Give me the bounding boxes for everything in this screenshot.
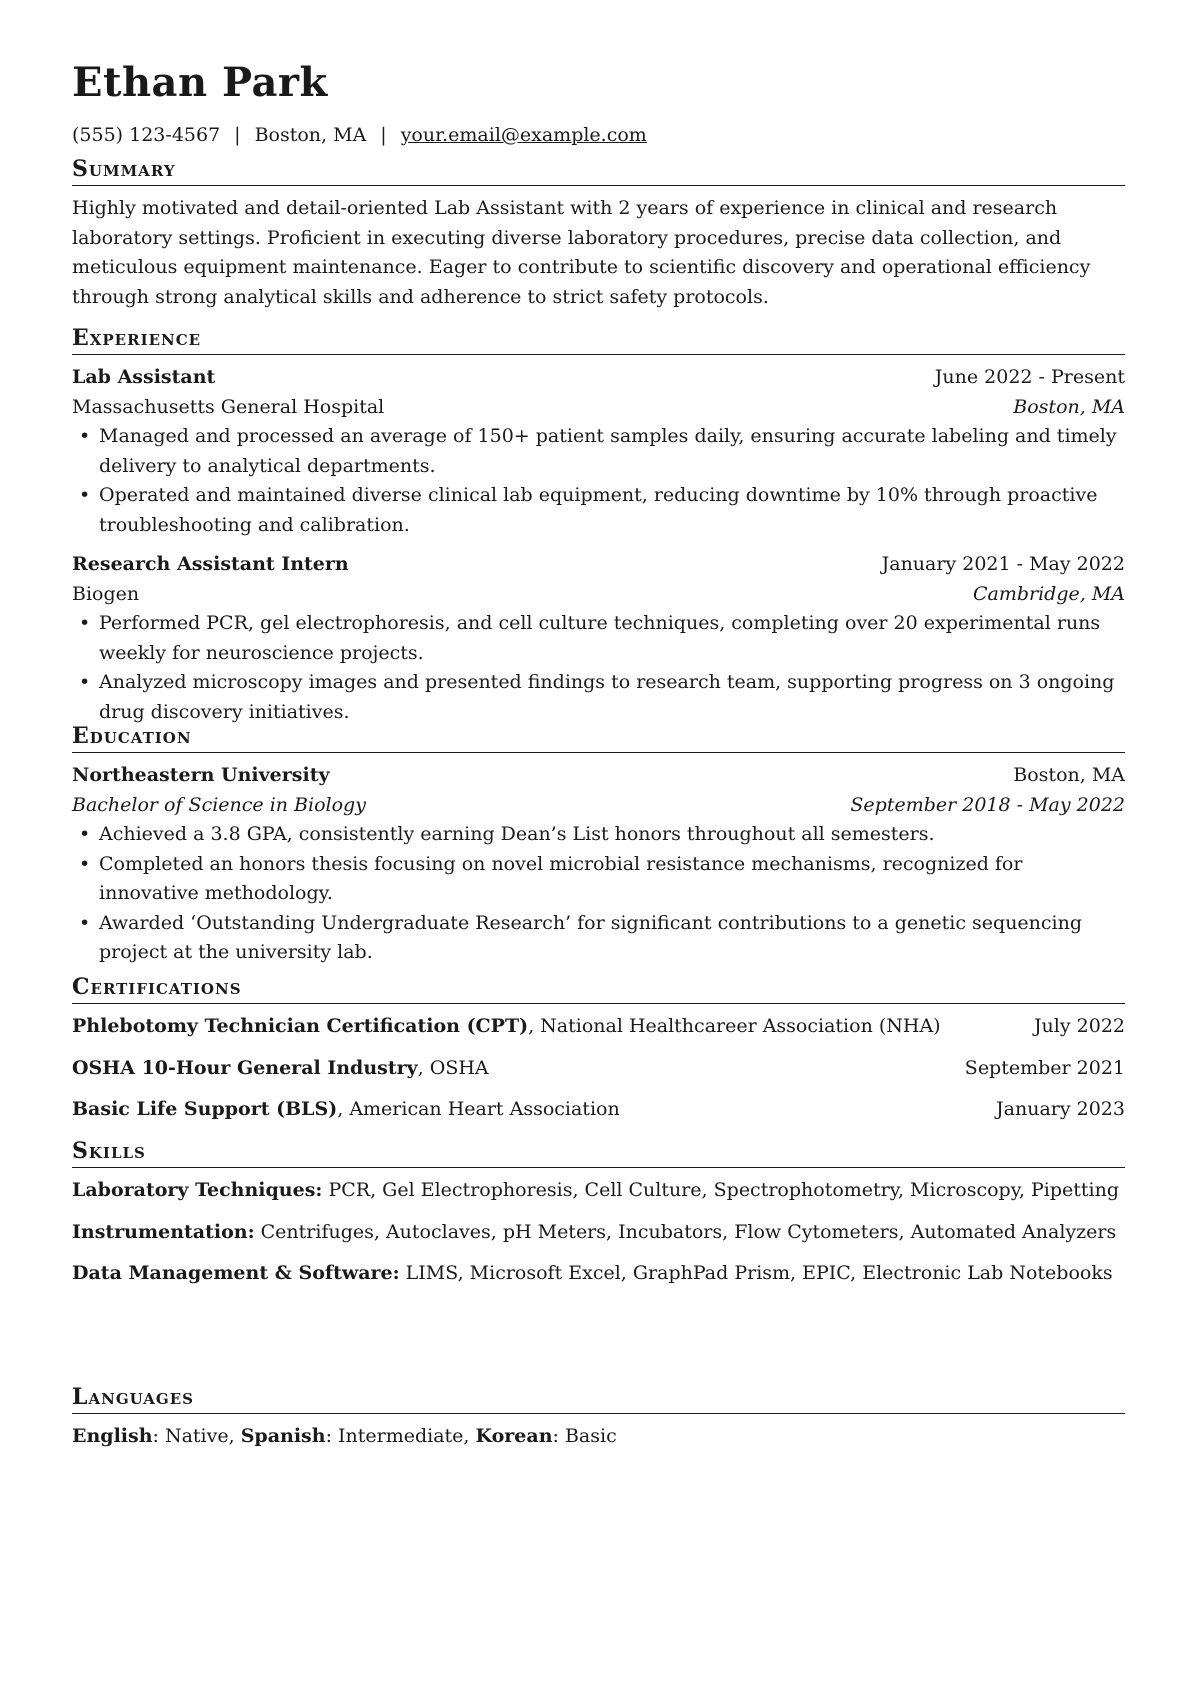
email-link[interactable]: your.email@example.com — [400, 124, 647, 146]
certification-issuer: , American Heart Association — [337, 1098, 620, 1120]
bullet-item: • Operated and maintained diverse clinical lab equipment, reducing downtime by 10% through proactive troubleshooting and calibration. — [72, 481, 1125, 540]
skills-section — [72, 1137, 1125, 1301]
bullet-item: • Analyzed microscopy images and presented findings to research team, supporting progress on 3 ongoing drug discovery initiatives. — [72, 668, 1125, 727]
language-name: Spanish — [240, 1425, 326, 1447]
section-heading-languages: Languages — [72, 1383, 1125, 1414]
section-heading-certifications: Certifications — [72, 973, 1125, 1004]
certification-name: Basic Life Support (BLS) — [72, 1098, 338, 1120]
job-bullets — [72, 422, 1125, 540]
job-bullets — [72, 609, 1125, 727]
job-dates: June 2022 - Present — [934, 366, 1125, 388]
job-location: Boston, MA — [1013, 395, 1125, 418]
school-name: Northeastern University — [72, 764, 330, 786]
skill-value: Centrifuges, Autoclaves, pH Meters, Incubators, Flow Cytometers, Automated Analyzers — [254, 1220, 1117, 1243]
summary-section — [72, 155, 1125, 312]
certification-name: Phlebotomy Technician Certification (CPT) — [72, 1015, 529, 1037]
section-heading-skills: Skills — [72, 1137, 1125, 1168]
job-organization: Biogen — [72, 582, 140, 605]
education-bullets — [72, 820, 1125, 968]
language-name: English — [72, 1425, 153, 1447]
skill-label: Instrumentation: — [72, 1220, 255, 1243]
job-title: Lab Assistant — [72, 366, 216, 388]
bullet-item: • Completed an honors thesis focusing on novel microbial resistance mechanisms, recognized for innovative methodology. — [72, 850, 1125, 909]
job-title: Research Assistant Intern — [72, 553, 349, 575]
certification-item — [72, 1054, 1125, 1084]
school-location: Boston, MA — [1013, 764, 1125, 786]
section-heading-education: Education — [72, 722, 1125, 753]
certifications-section — [72, 973, 1125, 1137]
certification-item — [72, 1095, 1125, 1125]
skill-label: Laboratory Techniques: — [72, 1179, 323, 1201]
skill-value: PCR, Gel Electrophoresis, Cell Culture, Spectrophotometry, Microscopy, Pipetting — [322, 1179, 1120, 1201]
bullet-item: • Awarded ‘Outstanding Undergraduate Research’ for significant contributions to a genetic sequencing project at the university lab. — [72, 909, 1125, 968]
education-dates: September 2018 - May 2022 — [850, 793, 1125, 816]
language-level: : Intermediate, — [325, 1425, 476, 1447]
job-entry — [72, 363, 1125, 540]
education-section — [72, 722, 1125, 968]
experience-section — [72, 324, 1125, 727]
section-heading-summary: Summary — [72, 155, 1125, 186]
skill-item — [72, 1176, 1125, 1206]
certification-date: September 2021 — [964, 1056, 1125, 1079]
section-heading-experience: Experience — [72, 324, 1125, 355]
languages-section — [72, 1383, 1125, 1464]
contact-separator: | — [380, 124, 387, 146]
skill-item — [72, 1218, 1125, 1248]
skill-label: Data Management & Software: — [72, 1262, 400, 1284]
skill-item — [72, 1259, 1125, 1289]
job-entry — [72, 550, 1125, 727]
languages-line — [72, 1422, 1125, 1452]
location: Boston, MA — [254, 124, 367, 146]
certification-item — [72, 1012, 1125, 1042]
certification-date: January 2023 — [996, 1098, 1125, 1120]
candidate-name: Ethan Park — [72, 59, 328, 106]
contact-separator: | — [234, 124, 241, 146]
job-location: Cambridge, MA — [972, 582, 1125, 605]
job-dates: January 2021 - May 2022 — [881, 553, 1125, 575]
language-level: : Basic — [552, 1425, 617, 1447]
certification-issuer: , OSHA — [417, 1056, 489, 1079]
degree: Bachelor of Science in Biology — [72, 793, 366, 816]
certification-name: OSHA 10-Hour General Industry — [72, 1056, 418, 1079]
phone-number: (555) 123-4567 — [72, 124, 221, 146]
bullet-item: • Performed PCR, gel electrophoresis, and cell culture techniques, completing over 20 experimental runs weekly for neuroscience projects. — [72, 609, 1125, 668]
contact-line — [72, 122, 647, 148]
language-level: : Native, — [152, 1425, 241, 1447]
language-name: Korean — [475, 1425, 553, 1447]
bullet-item: • Managed and processed an average of 150+ patient samples daily, ensuring accurate labeling and timely delivery to analytical departments. — [72, 422, 1125, 481]
certification-date: July 2022 — [1033, 1015, 1125, 1037]
bullet-item: • Achieved a 3.8 GPA, consistently earning Dean’s List honors throughout all semesters. — [72, 820, 1125, 850]
summary-text: Highly motivated and detail-oriented Lab Assistant with 2 years of experience in clinical and research laboratory settings. Proficient in executing diverse laboratory procedures, precise data collection, and meticulous equipment maintenance. Eager to contribute to scientific discovery and operational efficiency through strong analytical skills and adherence to strict safety protocols. — [72, 197, 1091, 308]
certification-issuer: , National Healthcareer Association (NHA) — [528, 1015, 941, 1037]
job-organization: Massachusetts General Hospital — [72, 395, 385, 418]
skill-value: LIMS, Microsoft Excel, GraphPad Prism, EPIC, Electronic Lab Notebooks — [399, 1262, 1113, 1284]
